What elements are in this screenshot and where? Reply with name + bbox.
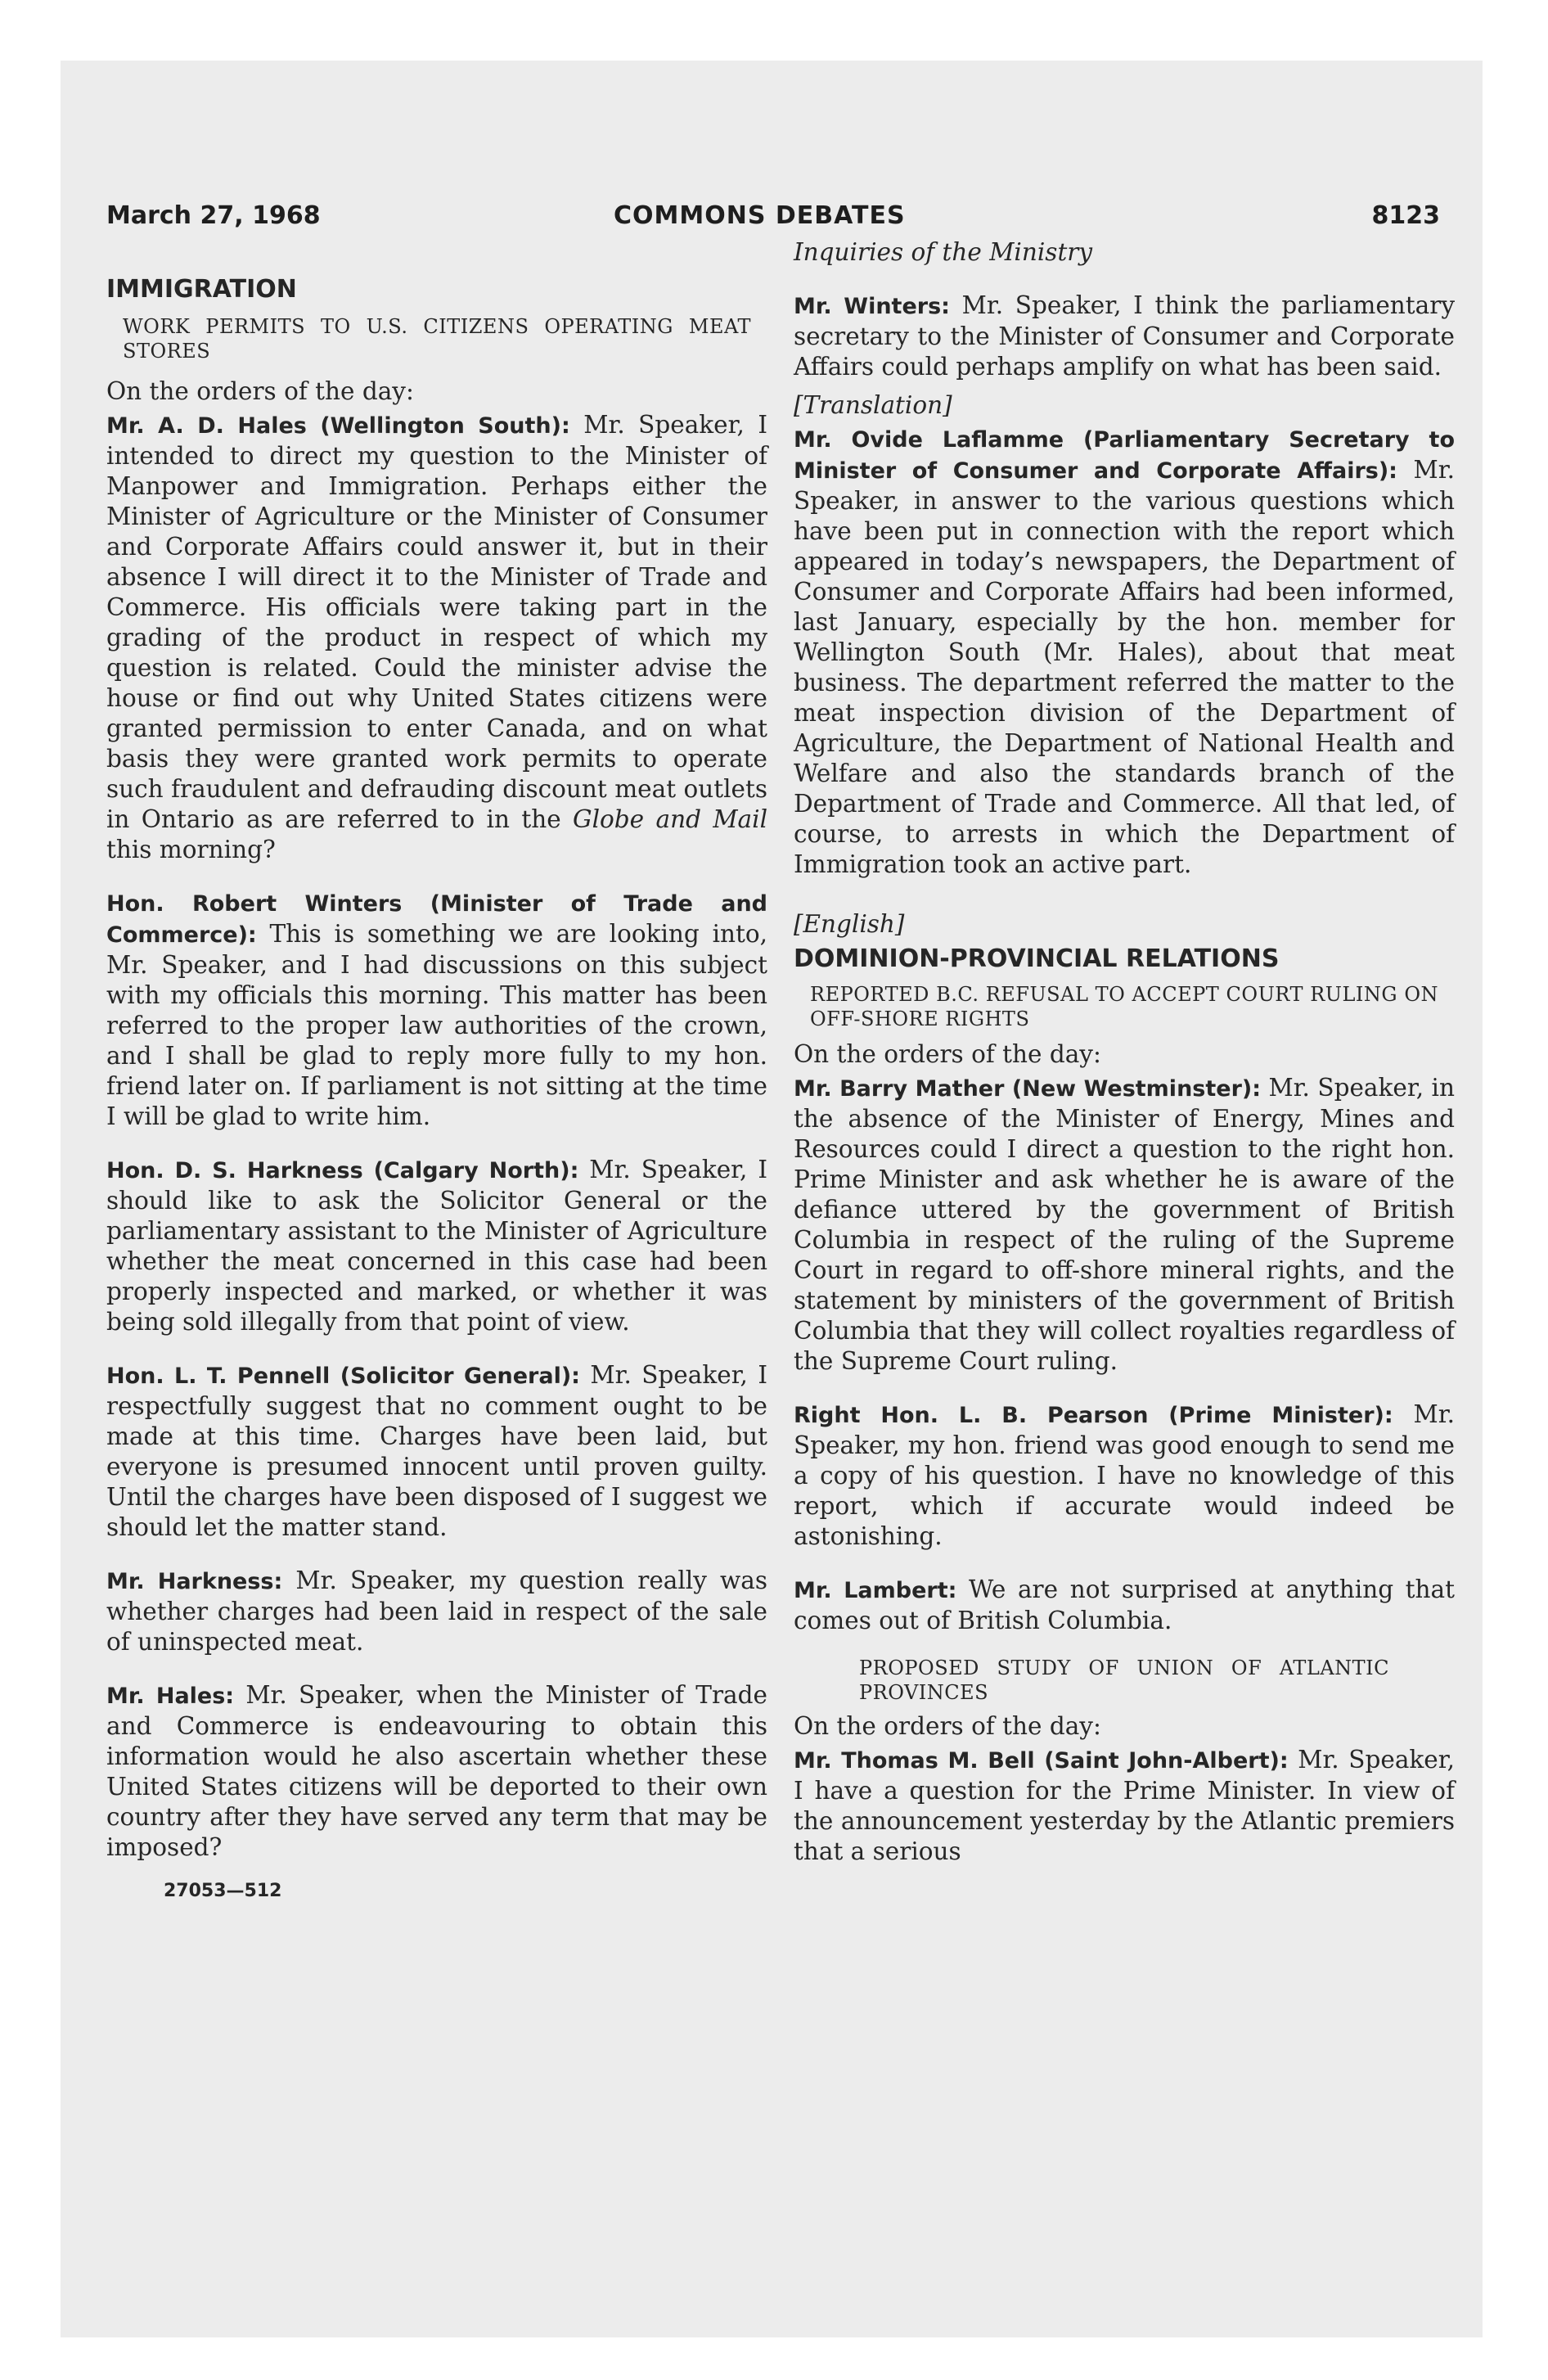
paragraph-winters: Hon. Robert Winters (Minister of Trade and Commerce): This is something we are looking into, Mr. Speaker, and I had discussions on this subject with my officials this morning. This matter has been referred to the proper law authorities of the crown, and I shall be glad to reply more fully to my hon. friend later on. If parliament is not sitting at the time I will be glad to write him. — [106, 891, 767, 1130]
paragraph-pearson: Right Hon. L. B. Pearson (Prime Minister): Mr. Speaker, my hon. friend was good enough to send me a copy of his question. I have no knowledge of this report, which if accurate would indeed be astonishing. — [794, 1400, 1455, 1550]
subtitle-work-permits: WORK PERMITS TO U.S. CITIZENS OPERATING MEAT STORES — [123, 315, 751, 363]
paragraph-hales-2: Mr. Hales: Mr. Speaker, when the Minister of Trade and Commerce is endeavouring to obtain this information would he also ascertain whether these United States citizens will be deported to their own country after they have served any term that may be imposed? — [106, 1681, 767, 1861]
translation-label: [Translation] — [794, 391, 952, 419]
speaker-name: Mr. Lambert: — [794, 1578, 957, 1603]
section-title-dominion: DOMINION-PROVINCIAL RELATIONS — [794, 944, 1280, 973]
footnote-code: 27053—512 — [164, 1881, 282, 1901]
speaker-name: Mr. Ovide Laflamme (Parliamentary Secretary to Minister of Consumer and Corporate Affairs): — [794, 427, 1455, 484]
speaker-name: Mr. Barry Mather (New Westminster): — [794, 1076, 1262, 1102]
subtitle-bc-refusal: REPORTED B.C. REFUSAL TO ACCEPT COURT RULING ON OFF-SHORE RIGHTS — [810, 983, 1438, 1030]
paragraph-mather: Mr. Barry Mather (New Westminster): Mr. Speaker, in the absence of the Minister of Energy, Mines and Resources could I direct a question to the right hon. Prime Minister and ask whether he is aware of the defiance uttered by the government of British Columbia in respect of the ruling of the Supreme Court in regard to off-shore mineral rights, and the statement by ministers of the government of British Columbia that they will collect royalties regardless of the Supreme Court ruling. — [794, 1074, 1455, 1375]
speaker-name: Mr. Winters: — [794, 294, 950, 319]
speaker-name: Hon. Robert Winters (Minister of Trade and Commerce): — [106, 891, 767, 948]
speaker-name: Hon. L. T. Pennell (Solicitor General): — [106, 1364, 580, 1389]
running-head: Inquiries of the Ministry — [794, 238, 1093, 266]
header-date: March 27, 1968 — [106, 201, 321, 230]
speaker-name: Mr. A. D. Hales (Wellington South): — [106, 413, 570, 439]
section-title-immigration: IMMIGRATION — [106, 275, 297, 304]
speaker-name: Mr. Harkness: — [106, 1569, 283, 1594]
speaker-name: Mr. Hales: — [106, 1684, 235, 1709]
page-number: 8123 — [1371, 201, 1440, 230]
paragraph-lambert: Mr. Lambert: We are not surprised at anything that comes out of British Columbia. — [794, 1575, 1455, 1634]
speaker-name: Hon. D. S. Harkness (Calgary North): — [106, 1158, 579, 1183]
paragraph-hales: Mr. A. D. Hales (Wellington South): Mr. Speaker, I intended to direct my question to the Minister of Manpower and Immigration. Perhaps either the Minister of Agriculture or the Minister of Consumer and Corporate Affairs could answer it, but in their absence I will direct it to the Minister of Trade and Commerce. His officials were taking part in the grading of the product in respect of which my question is related. Could the minister advise the house or find out why United States citizens were granted permission to enter Canada, and on what basis they were granted work permits to operate such fraudulent and defrauding discount meat outlets in Ontario as are referred to in the Globe and Mail this morning? — [106, 411, 768, 863]
paragraph-harkness: Hon. D. S. Harkness (Calgary North): Mr. Speaker, I should like to ask the Solicitor General or the parliamentary assistant to the Minister of Agriculture whether the meat concerned in this case had been properly inspected and marked, or whether it was being sold illegally from that point of view. — [106, 1156, 767, 1336]
left-column — [106, 237, 767, 1906]
paragraph-bell: Mr. Thomas M. Bell (Saint John-Albert): Mr. Speaker, I have a question for the Prime Minister. In view of the announcement yesterday by the Atlantic premiers that a serious — [794, 1746, 1455, 1865]
paragraph-winters-2: Mr. Winters: Mr. Speaker, I think the parliamentary secretary to the Minister of Consumer and Corporate Affairs could perhaps amplify on what has been said. — [794, 291, 1456, 381]
paragraph-harkness-2: Mr. Harkness: Mr. Speaker, my question really was whether charges had been laid in respect of the sale of uninspected meat. — [106, 1566, 767, 1656]
orders-of-day-2: On the orders of the day: — [794, 1040, 1101, 1068]
english-label: [English] — [794, 910, 905, 938]
orders-of-day: On the orders of the day: — [106, 377, 414, 405]
paragraph-pennell: Hon. L. T. Pennell (Solicitor General): Mr. Speaker, I respectfully suggest that no comment ought to be made at this time. Charges have been laid, but everyone is presumed innocent until proven guilty. Until the charges have been disposed of I suggest we should let the matter stand. — [106, 1361, 767, 1541]
paragraph-laflamme: Mr. Ovide Laflamme (Parliamentary Secretary to Minister of Consumer and Corporate Affairs): Mr. Speaker, in answer to the various questions which have been put in connection with the report which appeared in today’s newspapers, the Department of Consumer and Corporate Affairs had been informed, last January, especially by the hon. member for Wellington South (Mr. Hales), about that meat business. The department referred the matter to the meat inspection division of the Department of Agriculture, the Department of National Health and Welfare and also the standards branch of the Department of Trade and Commerce. All that led, of course, to arrests in which the Department of Immigration took an active part. — [794, 427, 1456, 878]
orders-of-day-3: On the orders of the day: — [794, 1712, 1101, 1740]
header-title: COMMONS DEBATES — [614, 201, 906, 230]
subtitle-atlantic-union: PROPOSED STUDY OF UNION OF ATLANTIC PROVINCES — [859, 1657, 1389, 1704]
speaker-name: Right Hon. L. B. Pearson (Prime Minister): — [794, 1403, 1393, 1428]
right-column — [794, 237, 1455, 1867]
speaker-name: Mr. Thomas M. Bell (Saint John-Albert): — [794, 1748, 1289, 1774]
page-header — [106, 201, 1440, 237]
